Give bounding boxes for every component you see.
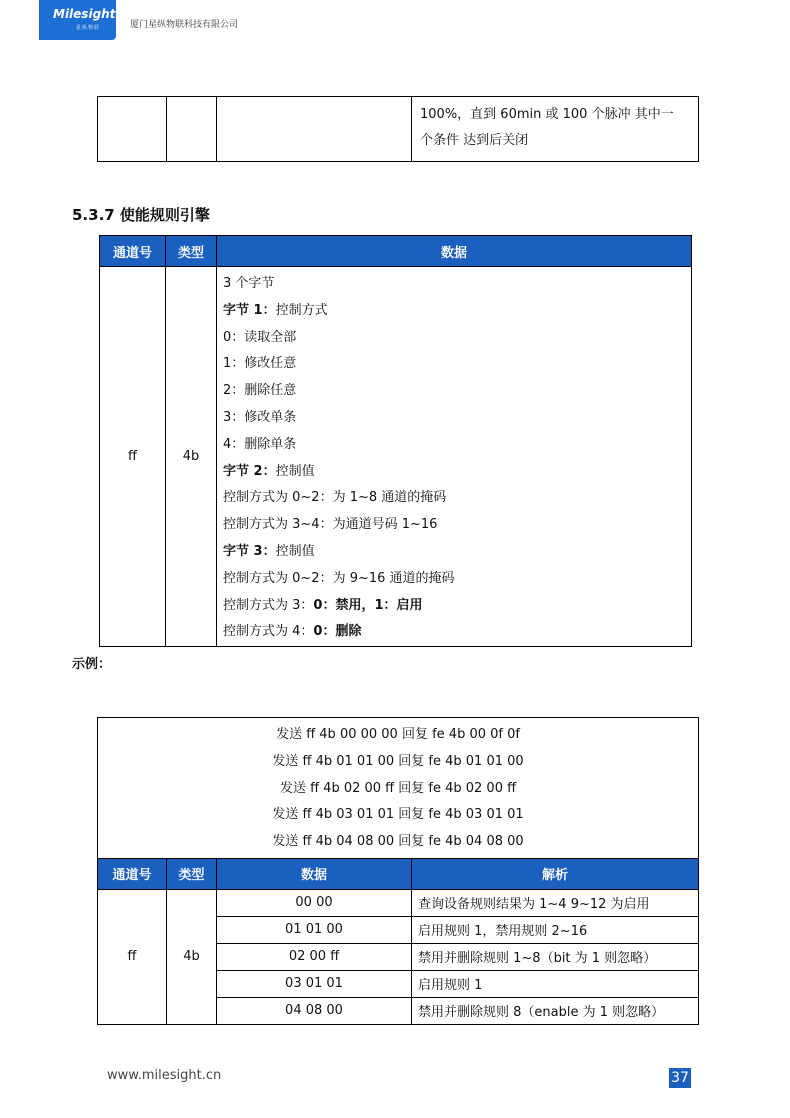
header-data: 数据 xyxy=(217,236,692,267)
header-channel: 通道号 xyxy=(100,236,166,267)
rule-engine-table xyxy=(99,235,692,647)
company-name: 厦门星纵物联科技有限公司 xyxy=(130,20,239,30)
channel-cell: ff xyxy=(98,889,167,1024)
table-row xyxy=(100,267,692,647)
desc-line: 3：修改单条 xyxy=(223,409,297,425)
desc-text: 控制方式 xyxy=(275,302,328,318)
logo-subtitle: 星纵物联 xyxy=(76,25,101,31)
desc-line xyxy=(223,619,685,646)
desc-text: 控制值 xyxy=(275,543,315,559)
empty-cell xyxy=(217,97,412,162)
table-header-row xyxy=(98,858,699,889)
example-table xyxy=(97,717,699,1025)
desc-text: 控制方式为 4： xyxy=(223,624,314,640)
type-cell: 4b xyxy=(166,267,217,647)
type-cell: 4b xyxy=(167,889,217,1024)
section-title: 5.3.7 使能规则引擎 xyxy=(72,206,210,224)
byte-label: 字节 2： xyxy=(223,463,276,479)
desc-bold: 0：禁用，1：启用 xyxy=(313,597,423,613)
company-logo xyxy=(39,0,116,40)
byte-label: 字节 1： xyxy=(223,302,276,318)
command-line: 发送 ff 4b 03 01 01 回复 fe 4b 03 01 01 xyxy=(272,807,524,823)
parse-cell: 启用规则 1，禁用规则 2~16 xyxy=(412,916,699,943)
desc-text: 控制值 xyxy=(275,463,315,479)
data-cell: 02 00 ff xyxy=(217,943,412,970)
desc-bold: 0：删除 xyxy=(313,624,362,640)
command-list-cell xyxy=(98,718,699,859)
data-cell: 04 08 00 xyxy=(217,997,412,1024)
channel-cell: ff xyxy=(100,267,166,647)
command-line: 发送 ff 4b 02 00 ff 回复 fe 4b 02 00 ff xyxy=(279,780,517,796)
previous-table-continuation xyxy=(97,96,699,162)
byte-label: 字节 3： xyxy=(223,543,276,559)
command-line: 发送 ff 4b 01 01 00 回复 fe 4b 01 01 00 xyxy=(272,753,524,769)
desc-line: 4：删除单条 xyxy=(223,436,297,452)
desc-line xyxy=(223,539,685,566)
header-data: 数据 xyxy=(217,858,412,889)
empty-cell xyxy=(167,97,217,162)
header-type: 类型 xyxy=(166,236,217,267)
data-cell: 03 01 01 xyxy=(217,970,412,997)
header-channel: 通道号 xyxy=(98,858,167,889)
desc-line: 2：删除任意 xyxy=(223,383,297,399)
command-line: 发送 ff 4b 00 00 00 回复 fe 4b 00 0f 0f xyxy=(276,727,520,742)
table-header-row xyxy=(100,236,692,267)
header-type: 类型 xyxy=(167,858,217,889)
parse-cell: 查询设备规则结果为 1~4 9~12 为启用 xyxy=(412,889,699,916)
empty-cell xyxy=(98,97,167,162)
parse-cell: 禁用并删除规则 1~8（bit 为 1 则忽略） xyxy=(412,943,699,970)
desc-line xyxy=(223,593,685,620)
table-row xyxy=(98,889,699,916)
continuation-text xyxy=(412,97,699,162)
continuation-line: 100%，直到 60min 或 100 个脉冲 其中一 xyxy=(420,107,674,122)
desc-text: 控制方式为 3： xyxy=(223,597,314,613)
parse-cell: 启用规则 1 xyxy=(412,970,699,997)
command-line: 发送 ff 4b 04 08 00 回复 fe 4b 04 08 00 xyxy=(272,834,524,850)
desc-line xyxy=(223,459,685,486)
footer-website-link[interactable]: www.milesight.cn xyxy=(107,1068,222,1083)
desc-line: 控制方式为 0~2：为 9~16 通道的掩码 xyxy=(223,570,455,586)
page-number: 37 xyxy=(669,1068,691,1088)
desc-line: 0：读取全部 xyxy=(223,329,297,345)
continuation-line: 个条件 达到后关闭 xyxy=(420,133,529,148)
desc-line xyxy=(223,298,685,325)
desc-line: 控制方式为 3~4：为通道号码 1~16 xyxy=(223,517,438,533)
example-label: 示例： xyxy=(72,657,112,672)
header-parse: 解析 xyxy=(412,858,699,889)
data-cell: 01 01 00 xyxy=(217,916,412,943)
data-cell: 00 00 xyxy=(217,889,412,916)
desc-line: 3 个字节 xyxy=(223,276,275,291)
parse-cell: 禁用并删除规则 8（enable 为 1 则忽略） xyxy=(412,997,699,1024)
desc-line: 控制方式为 0~2：为 1~8 通道的掩码 xyxy=(223,490,447,506)
desc-line: 1：修改任意 xyxy=(223,356,297,372)
logo-text: Milesight xyxy=(53,7,116,21)
data-description-cell xyxy=(217,267,692,647)
